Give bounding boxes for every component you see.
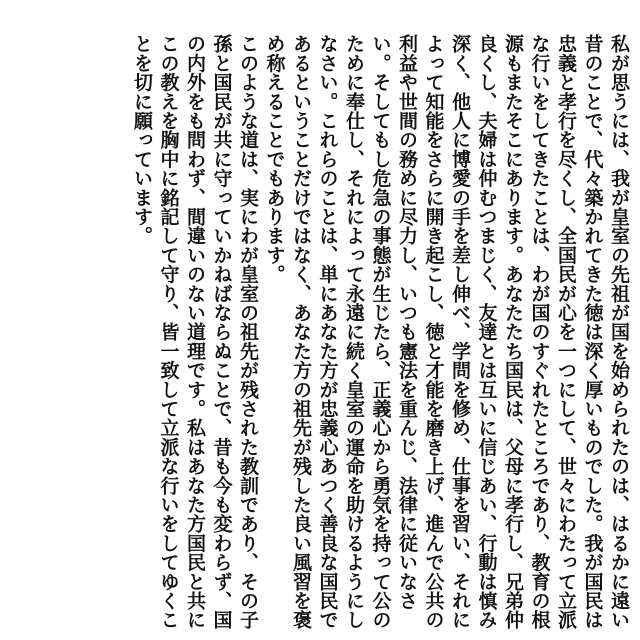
paragraph-2: このような道は、実にわが皇室の祖先が残された教訓であり、その子孫と国民が共に守っていかねばならぬことで、昔も今も変わらず、国の内外をも問わず、間違いのない道理です。私はあなた方国民と共にこの教えを胸中に銘記して守り、皆一致して立派な行いをしてゆくことを切に願っています。	[131, 34, 259, 630]
paragraph-1: 私が思うには、我が皇室の先祖が国を始められたのは、はるかに遠い昔のことで、代々築かれてきた徳は深く厚いものでした。我が国民は忠義と孝行を尽くし、全国民が心を一つにして、世々にわたって立派な行いをしてきたことは、わが国のすぐれたところであり、教育の根源もまたそこにあります。あなたたち国民は、父母に孝行し、兄弟仲良くし、夫婦は仲むつまじく、友達とは互いに信じあい、行動は慎み深く、他人に博愛の手を差し伸べ、学問を修め、仕事を習い、それによって知能をさらに開き起こし、徳と才能を磨き上げ、進んで公共の利益や世間の務めに尽力し、いつも憲法を重んじ、法律に従いなさい。そしてもし危急の事態が生じたら、正義心から勇気を持って公のために奉仕し、それによって永遠に続く皇室の運命を助けるようにしなさい。これらのことは、単にあなた方が忠義心あつく善良な国民であるということだけではなく、あなた方の祖先が残した良い風習を褒め称えることでもあります。	[263, 34, 630, 630]
vertical-text-body	[129, 34, 633, 634]
